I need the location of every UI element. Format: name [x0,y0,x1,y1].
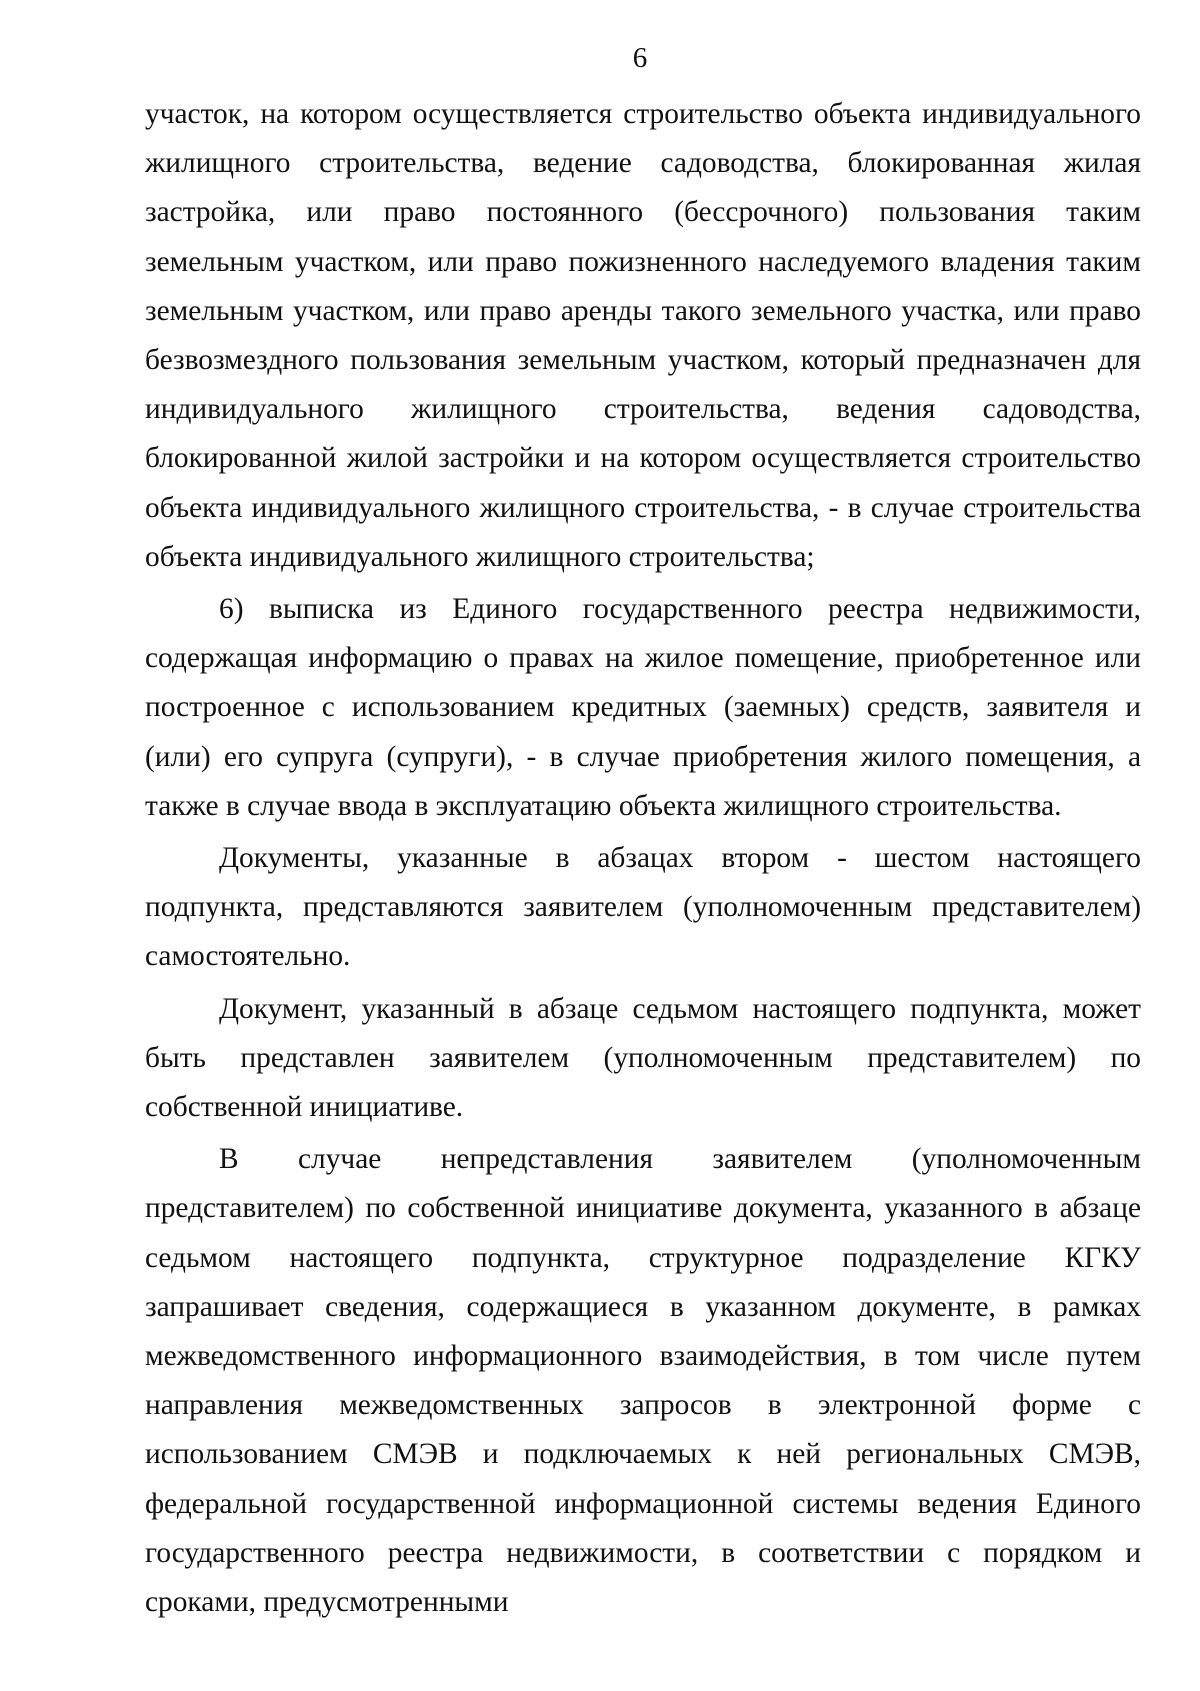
document-body [145,90,1141,1630]
paragraph-continuation: участок, на котором осуществляется строительство объекта индивидуального жилищного строительства, ведение садоводства, блокированная жилая застройка, или право постоянного (бессрочного) пользования таким земельным участком, или право пожизненного наследуемого владения таким земельным участком, или право аренды такого земельного участка, или право безвозмездного пользования земельным участком, который предназначен для индивидуального жилищного строительства, ведения садоводства, блокированной жилой застройки и на котором осуществляется строительство объекта индивидуального жилищного строительства, - в случае строительства объекта индивидуального жилищного строительства; [145,98,1141,573]
paragraph-document-initiative: Документ, указанный в абзаце седьмом настоящего подпункта, может быть представлен заявителем (уполномоченным представителем) по собственной инициативе. [145,992,1141,1124]
paragraph-item-6: 6) выписка из Единого государственного реестра недвижимости, содержащая информацию о правах на жилое помещение, приобретенное или построенное с использованием кредитных (заемных) средств, заявителя и (или) его супруга (супруги), - в случае приобретения жилого помещения, а также в случае ввода в эксплуатацию объекта жилищного строительства. [145,593,1141,822]
paragraph-documents-self: Документы, указанные в абзацах втором - шестом настоящего подпункта, представляются заявителем (уполномоченным представителем) самостоятельно. [145,842,1141,973]
paragraph-interagency-request: В случае непредставления заявителем (уполномоченным представителем) по собственной инициативе документа, указанного в абзаце седьмом настоящего подпункта, структурное подразделение КГКУ запрашивает сведения, содержащиеся в указанном документе, в рамках межведомственного информационного взаимодействия, в том числе путем направления межведомственных запросов в электронной форме с использованием СМЭВ и подключаемых к ней региональных СМЭВ, федеральной государственной информационной системы ведения Единого государственного реестра недвижимости, в соответствии с порядком и сроками, предусмотренными [145,1143,1141,1619]
page-number: 6 [632,42,648,74]
